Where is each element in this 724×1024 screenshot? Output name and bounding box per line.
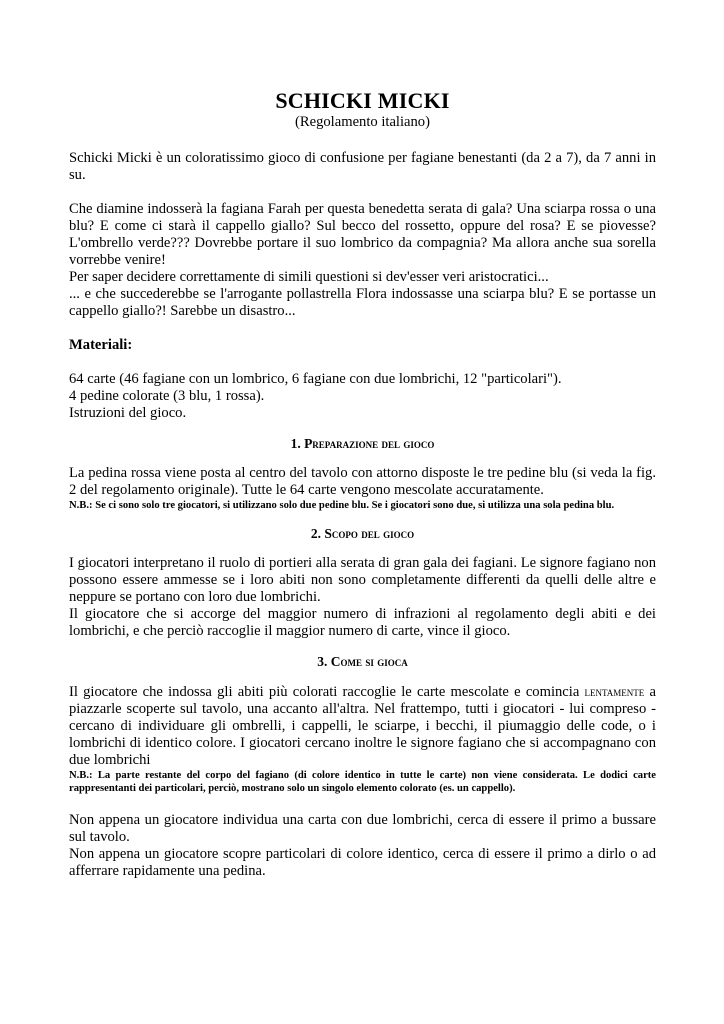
story-paragraph-3: ... e che succederebbe se l'arrogante pollastrella Flora indossasse una sciarpa blu? E se portasse un cappello giallo?! Sarebbe un disastro... bbox=[69, 286, 656, 319]
section-heading-goal: 2. Scopo del gioco bbox=[310, 526, 415, 541]
howto-emphasis: lentamente bbox=[584, 684, 645, 699]
story-paragraph-1: Che diamine indosserà la fagiana Farah per questa benedetta serata di gala? Una sciarpa rossa o una blu? E come ci starà il cappello giallo? Sul becco del rossetto, oppure del rosa? E se piovesse? L'ombrello verde??? Dovrebbe portare il suo lombrico da compagnia? Ma allora anche sua sorella vorrebbe venire! bbox=[69, 201, 656, 268]
materials-item: 64 carte (46 fagiane con un lombrico, 6 fagiane con due lombrichi, 12 "particolari"). bbox=[69, 371, 562, 387]
goal-paragraph-2: Il giocatore che si accorge del maggior numero di infrazioni al regolamento degli abiti e dei lombrichi, e che perciò raccoglie il maggior numero di carte, vince il gioco. bbox=[69, 606, 656, 639]
howto-paragraph-3: Non appena un giocatore individua una carta con due lombrichi, cerca di essere il primo a bussare sul tavolo. bbox=[69, 812, 656, 845]
section-heading-howto: 3. Come si gioca bbox=[317, 654, 408, 669]
intro-paragraph: Schicki Micki è un coloratissimo gioco di confusione per fagiane benestanti (da 2 a 7), da 7 anni in su. bbox=[69, 150, 656, 183]
materials-item: 4 pedine colorate (3 blu, 1 rossa). bbox=[69, 388, 265, 404]
howto-text-b: a piazzarle scoperte sul tavolo, una accanto all'altra. Nel frattempo, tutti i giocatori - lui compreso - cercano di individuare gli ombrelli, i cappelli, le sciarpe, i becchi, il piumaggio delle code, o i lombrichi di identico colore. I giocatori cercano inoltre le signore fagiano che si accompagnano con due lombrichi bbox=[69, 684, 656, 768]
story-paragraph-2: Per saper decidere correttamente di simili questioni si dev'esser veri aristocratici... bbox=[69, 269, 549, 285]
goal-paragraph-1: I giocatori interpretano il ruolo di portieri alla serata di gran gala dei fagiani. Le signore fagiano non possono essere ammesse se i loro abiti non sono completamente differenti da quelli delle altre e neppure se portano con loro due lombrichi. bbox=[69, 555, 656, 605]
materials-item: Istruzioni del gioco. bbox=[69, 405, 187, 421]
document-page bbox=[69, 88, 656, 880]
howto-text-a: Il giocatore che indossa gli abiti più colorati raccoglie le carte mescolate e comincia bbox=[69, 684, 585, 700]
howto-paragraph-4: Non appena un giocatore scopre particolari di colore identico, cerca di essere il primo a dirlo o ad afferrare rapidamente una pedina. bbox=[69, 846, 656, 879]
howto-paragraph-1 bbox=[69, 683, 656, 769]
preparation-note: N.B.: Se ci sono solo tre giocatori, si utilizzano solo due pedine blu. Se i giocatori sono due, si utilizza una sola pedina blu. bbox=[69, 500, 615, 511]
section-heading-preparation: 1. Preparazione del gioco bbox=[290, 436, 435, 451]
howto-note: N.B.: La parte restante del corpo del fagiano (di colore identico in tutte le carte) non viene considerata. Le dodici carte rappresentanti dei particolari, perciò, mostrano solo un singolo elemento colorato (es. un cappello). bbox=[69, 770, 656, 794]
materials-heading: Materiali: bbox=[69, 337, 133, 353]
preparation-paragraph: La pedina rossa viene posta al centro del tavolo con attorno disposte le tre pedine blu (si veda la fig. 2 del regolamento originale). Tutte le 64 carte vengono mescolate accuratamente. bbox=[69, 465, 656, 498]
document-title: SCHICKI MICKI bbox=[275, 88, 450, 113]
document-subtitle: (Regolamento italiano) bbox=[295, 114, 430, 130]
